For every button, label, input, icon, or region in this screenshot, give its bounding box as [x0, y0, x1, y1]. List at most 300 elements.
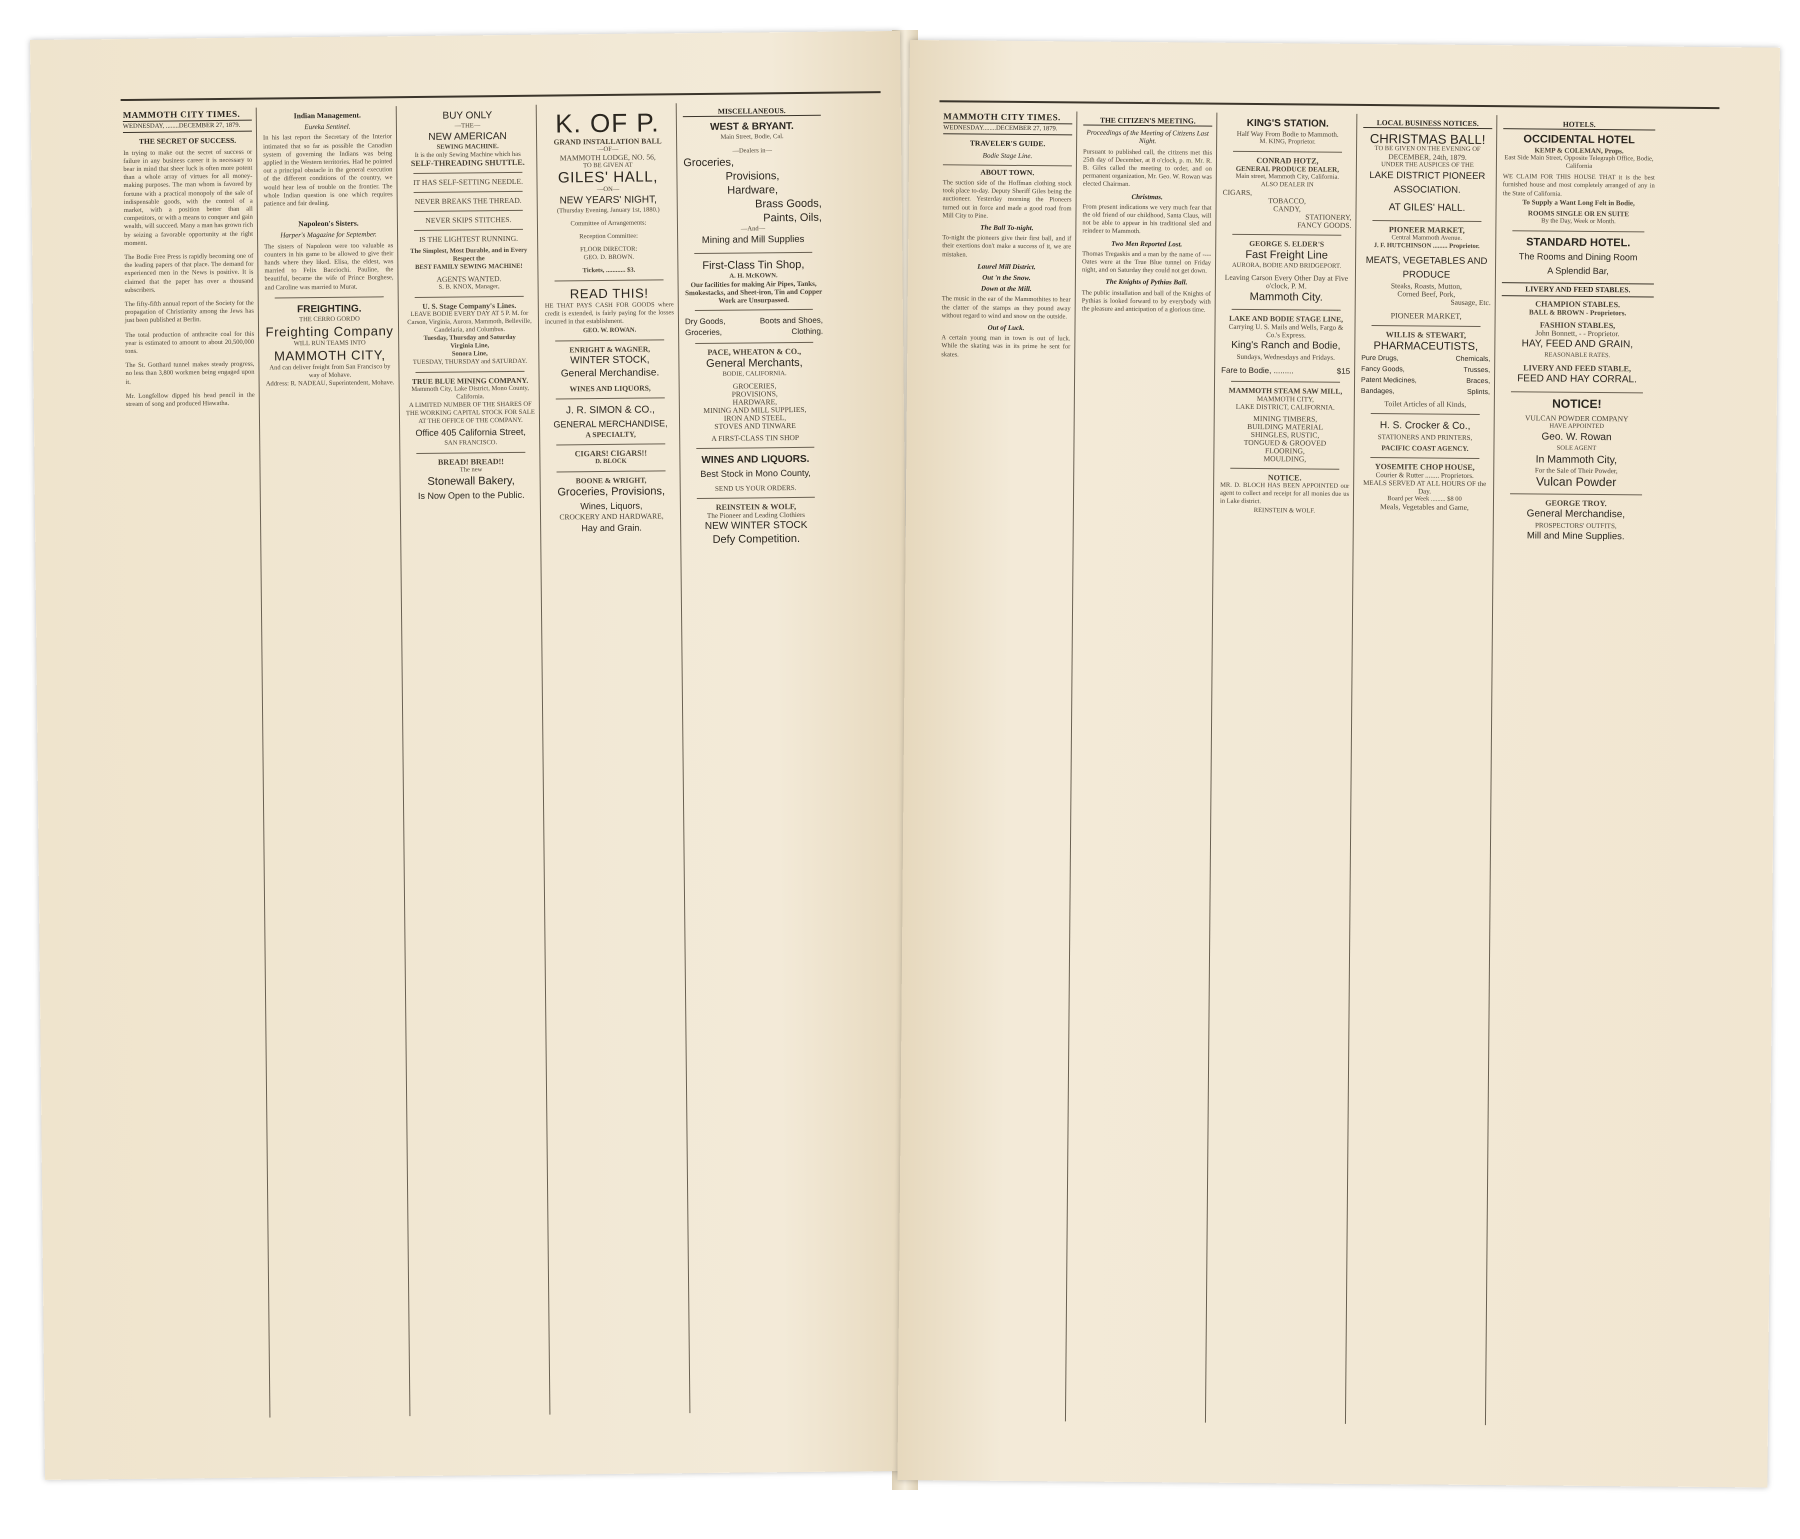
article-body: The music in the ear of the Mammothites to hear the clatter of the stamps as they pound away without regard to wind and snow on the outside.: [941, 295, 1071, 321]
ad-text: Corned Beef, Pork,: [1397, 289, 1456, 299]
left-newspaper-page: [30, 31, 915, 1480]
divider: [695, 342, 813, 344]
ad-text: Hay and Grain.: [581, 522, 642, 533]
ad-text: REASONABLE RATES.: [1544, 351, 1611, 360]
divider: [697, 497, 815, 499]
ad-title: NOTICE.: [1267, 473, 1302, 483]
divider: [557, 470, 666, 472]
top-rule: [939, 100, 1719, 109]
ad-title: GILES' HALL,: [557, 168, 659, 187]
ad-text: Provisions,: [725, 170, 780, 183]
ad-text: MEALS SERVED AT ALL HOURS OF the Day.: [1363, 479, 1487, 496]
ad-text: For the Sale of Their Powder,: [1534, 466, 1618, 476]
byline: Proceedings of the Meeting of Citizens Last Night.: [1086, 128, 1209, 146]
ad-text: Reception Committee:: [579, 232, 638, 241]
stables-ad: [1501, 300, 1654, 387]
ad-title: CONRAD HOTZ,: [1256, 156, 1319, 166]
divider: [413, 172, 522, 174]
notice-ad: [1220, 474, 1349, 516]
ad-text: PHARMACEUTISTS,: [1373, 340, 1479, 354]
ad-text: A SPECIALTY,: [585, 429, 636, 439]
ad-text: Steaks, Roasts, Mutton,: [1390, 281, 1462, 292]
ad-title: WEST & BRYANT.: [710, 121, 794, 134]
ad-text: East Side Main Street, Opposite Telegraph Office, Bodie, California: [1504, 154, 1654, 171]
ad-text: M. KING, Proprietor.: [1259, 138, 1316, 146]
column-citizens-meeting: [1068, 111, 1217, 1422]
ad-text: Wines, Liquors,: [580, 500, 643, 511]
ad-text: Splints,: [1466, 389, 1490, 397]
ad-text: Hardware,: [727, 184, 779, 197]
ad-text: BEST FAMILY SEWING MACHINE!: [415, 262, 523, 271]
ad-title: FASHION STABLES,: [1539, 320, 1616, 331]
ad-title: U. S. Stage Company's Lines.: [422, 300, 517, 311]
ad-text: WE CLAIM FOR THIS HOUSE THAT it is the best furnished house and most completely arranged of any in the State of California.: [1502, 173, 1655, 198]
article-body: In trying to make out the secret of success or failure in any business career it is necessary to bear in mind that sheer luck is often more potent than a whole array of virtues for all money-making purposes. The man whom is favored by fortune with a practical monopoly of the sale of indispensable goods, with the control of a market, with a position better than all competitors, or with a means to conquer and gain wealth, will succeed. Many a man has grown rich by seizing a favorable opportunity at the right moment.: [123, 148, 254, 247]
ad-text: STATIONERS AND PRINTERS,: [1377, 433, 1473, 443]
section-header: MISCELLANEOUS.: [683, 107, 821, 118]
ad-text: MAMMOTH LODGE, NO. 56,: [559, 152, 656, 163]
ad-title: BREAD! BREAD!!: [437, 457, 504, 467]
article-body: The sisters of Napoleon were too valuable as counters in his game to be allowed to give their hands where they liked. Elisa, the eldest, was married to Felix Bacciochi. Pauline, the beautiful, became the wife of Prince Borghese, and Caroline was married to Murat.: [264, 241, 394, 292]
headline: Indian Management.: [293, 110, 361, 121]
divider: [1231, 381, 1340, 383]
ad-text: King's Ranch and Bodie,: [1231, 339, 1341, 352]
headline: Napoleon's Sisters.: [298, 218, 359, 229]
ad-text: Leaving Carson Every Other Day at Five o'clock, P. M.: [1224, 272, 1349, 291]
ad-text: By the Day, Week or Month.: [1541, 217, 1616, 225]
ad-title: PIONEER MARKET,: [1388, 225, 1465, 236]
ad-title: KING'S STATION.: [1246, 117, 1329, 130]
ad-text: —OF—: [596, 145, 619, 154]
ad-row: [685, 326, 823, 338]
ad-text: Toilet Articles of all Kinds,: [1384, 399, 1467, 410]
ad-text: It is the only Sewing Machine which has: [414, 150, 521, 159]
ad-text: MINING AND MILL SUPPLIES,: [703, 405, 807, 416]
sewing-machine-ad: [403, 109, 534, 292]
ad-text: IS THE LIGHTEST RUNNING.: [419, 233, 519, 244]
ad-row: [1221, 365, 1350, 377]
ad-text: Groceries, Provisions,: [557, 484, 666, 499]
ad-title: WINES AND LIQUORS.: [701, 454, 810, 467]
ad-text: AGENTS WANTED.: [436, 274, 502, 284]
ad-text: $15: [1336, 366, 1351, 376]
ad-text: Tickets, ............ $3.: [582, 266, 636, 275]
ad-title: CHAMPION STABLES.: [1535, 299, 1621, 310]
divider: [415, 296, 524, 298]
ad-text: LAKE DISTRICT, CALIFORNIA.: [1235, 402, 1335, 412]
ad-title: J. R. SIMON & CO.,: [565, 404, 655, 417]
mining-company-ad: [406, 377, 536, 448]
divider: [414, 229, 523, 231]
column-local-news: [928, 110, 1077, 1421]
ad-text: CANDY,: [1273, 204, 1301, 214]
divider: [416, 452, 525, 454]
ad-text: Main street, Mammoth City, California.: [1235, 172, 1340, 181]
ad-text: AURORA, BODIE AND BRIDGEPORT.: [1231, 261, 1342, 270]
ad-text: And can deliver freight from San Francisco by way of Mohave.: [269, 363, 391, 379]
article-body: The St. Gotthard tunnel makes steady progress, no less than 3,800 workmen being engaged upon it.: [125, 360, 255, 386]
standard-hotel-ad: [1502, 236, 1654, 278]
ad-title: ENRIGHT & WAGNER,: [569, 344, 651, 354]
ad-text: MINING TIMBERS,: [1253, 414, 1318, 424]
ad-text: (Thursday Evening, January 1st, 1880.): [556, 206, 660, 215]
article-body: A certain young man in town is out of luck. While the skating was in its prime he sent for skates.: [941, 334, 1071, 359]
ad-text: DECEMBER, 24th, 1879.: [1388, 152, 1467, 163]
ad-text: Stonewall Bakery,: [427, 474, 515, 488]
dateline: WEDNESDAY........DECEMBER 27, 1879.: [943, 122, 1072, 135]
ad-text: PROSPECTORS' OUTFITS,: [1534, 521, 1617, 531]
simon-ad: [546, 403, 675, 439]
ad-title: Freighting Company: [265, 323, 394, 340]
ad-text: Vulcan Powder: [1535, 474, 1617, 490]
ad-text: MEATS, VEGETABLES AND PRODUCE: [1365, 255, 1488, 281]
ad-text: CIGARS,: [1222, 187, 1253, 197]
top-rule: [121, 91, 881, 101]
ad-title: GEORGE TROY.: [1545, 498, 1607, 509]
divider: [1510, 493, 1642, 495]
ad-text: To Supply a Want Long Felt in Bodie,: [1522, 198, 1635, 208]
ad-text: PACIFIC COAST AGENCY.: [1381, 444, 1469, 454]
ad-text: Mammoth City.: [1249, 290, 1323, 304]
ad-text: A. H. McKOWN.: [729, 272, 778, 280]
column-ads-kp: [539, 103, 691, 1414]
ad-text: Bandages,: [1360, 388, 1395, 396]
ad-text: Mill and Mine Supplies.: [1526, 530, 1625, 543]
ad-text: SHINGLES, RUSTIC,: [1250, 429, 1320, 440]
ad-text: Central Mammoth Avenue.: [1391, 234, 1463, 243]
ad-text: BUY ONLY: [442, 110, 493, 122]
ad-text: Address: R. NADEAU, Superintendent, Mohave.: [265, 379, 395, 388]
ad-text: ALSO DEALER IN: [1260, 181, 1314, 189]
column-ads-kings: [1208, 113, 1357, 1424]
ad-text: WINES AND LIQUORS,: [569, 383, 651, 393]
ad-text: Fast Freight Line: [1245, 248, 1328, 262]
ad-text: SEND US YOUR ORDERS.: [714, 484, 797, 494]
stage-lines-ad: [405, 302, 535, 367]
ad-text: NEVER SKIPS STITCHES.: [425, 214, 512, 225]
ad-text: Brass Goods,: [755, 197, 822, 211]
ad-title: WINTER STOCK,: [570, 354, 650, 366]
ad-text: HAVE APPOINTED: [1549, 422, 1604, 431]
ad-text: TUESDAY, THURSDAY and SATURDAY.: [412, 357, 527, 367]
ad-text: Our facilities for making Air Pipes, Tanks, Smokestacks, and Sheet-iron, Tin and Copper Work are Unsurpassed.: [685, 279, 823, 306]
ad-text: Geo. W. Rowan: [1541, 431, 1612, 444]
dateline: WEDNESDAY, ........DECEMBER 27, 1879.: [123, 120, 252, 134]
ad-text: PIONEER MARKET,: [1390, 311, 1462, 322]
ad-text: Braces,: [1466, 378, 1491, 386]
ad-title: LAKE AND BODIE STAGE LINE,: [1229, 313, 1344, 324]
ad-text: Fancy Goods,: [1361, 366, 1405, 374]
ad-text: In Mammoth City,: [1535, 453, 1618, 467]
ad-text: GENERAL PRODUCE DEALER,: [1235, 164, 1340, 174]
divider: [1370, 457, 1479, 459]
article-body: To-night the pioneers give their first ball, and if their exertions don't make a success of it, we are mistaken.: [942, 234, 1072, 259]
chop-house-ad: [1360, 463, 1489, 512]
article-body: Pursuant to published call, the citizens met this 25th day of December, at 8 o'clock, p. m. Mr. R. B. Giles called the meeting to order, and on permanent organization, Mr. Geo. W. Rowan was elected Chairman.: [1082, 148, 1213, 189]
hotz-ad: [1222, 157, 1352, 230]
ad-text: TOBACCO,: [1268, 196, 1306, 206]
divider: [1233, 151, 1342, 153]
masthead: MAMMOTH CITY TIMES.: [943, 111, 1061, 123]
troy-ad: [1500, 499, 1652, 544]
divider: [696, 447, 814, 449]
ad-title: NEW YEARS' NIGHT,: [559, 194, 657, 207]
pioneer-market-ad: [1362, 226, 1492, 321]
section-header: LIVERY AND FEED STABLES.: [1502, 282, 1654, 298]
ad-text: GRAND INSTALLATION BALL: [553, 136, 662, 147]
reinstein-ad: [687, 503, 825, 547]
ad-text: Chemicals,: [1455, 355, 1491, 364]
ad-text: J. F. HUTCHINSON ......... Proprietor.: [1373, 242, 1480, 251]
ad-text: S. B. KNOX, Manager,: [438, 283, 500, 291]
ad-text: Sonora Line,: [451, 350, 488, 358]
ad-title: TRUE BLUE MINING COMPANY.: [411, 375, 529, 387]
tin-shop-ad: [684, 258, 822, 305]
ad-text: Courier & Rutter ........ Proprietors.: [1375, 471, 1474, 481]
ad-title: First-Class Tin Shop,: [702, 259, 805, 273]
ad-text: PROVISIONS,: [731, 389, 778, 399]
divider: [1232, 234, 1341, 236]
column-miscellaneous: [679, 102, 839, 1413]
article-body: The total production of anthracite coal for this year is estimated to amount to about 20,500,000 tons.: [125, 330, 255, 356]
ad-title: READ THIS!: [569, 285, 649, 302]
article-body: From present indications we very much fear that the old friend of our childhood, Santa Claus, will not be able to appear in his traditional sled and reindeer to Mammoth.: [1082, 203, 1212, 236]
ad-text: General Merchants,: [706, 357, 803, 371]
occidental-hotel-ad: [1502, 133, 1655, 226]
ad-text: Trusses,: [1463, 367, 1491, 375]
ad-title: REINSTEIN & WOLF,: [715, 502, 797, 513]
ad-title: YOSEMITE CHOP HOUSE,: [1374, 462, 1475, 473]
ad-text: Sundays, Wednesdays and Fridays.: [1236, 352, 1335, 362]
ad-text: Sausage, Etc.: [1450, 297, 1491, 308]
divider: [694, 252, 812, 254]
headline: ABOUT TOWN.: [943, 164, 1072, 177]
ad-text: Groceries,: [683, 156, 735, 170]
headline: Out 'n the Snow.: [982, 273, 1031, 283]
divider: [1230, 468, 1339, 470]
headline: Out of Luck.: [987, 323, 1025, 333]
ad-text: Is Now Open to the Public.: [417, 489, 525, 501]
ad-text: MAMMOTH CITY,: [1256, 395, 1314, 404]
article-body: The public installation and ball of the Knights of Pythias is looked forward to by everybody with the pleasure and anticipation of a glorious time.: [1081, 289, 1211, 314]
boone-ad: [547, 476, 677, 535]
divider: [556, 397, 665, 399]
ad-text: BUILDING MATERIAL: [1247, 421, 1324, 432]
divider: [414, 191, 523, 193]
ad-text: GEO. D. BROWN.: [583, 253, 635, 262]
ad-title: CHRISTMAS BALL!: [1369, 131, 1486, 148]
ad-text: FEED AND HAY CORRAL.: [1517, 373, 1637, 386]
ad-text: Office 405 California Street,: [415, 426, 526, 438]
christmas-ball-ad: [1362, 132, 1492, 216]
ad-text: Pure Drugs,: [1361, 355, 1399, 363]
cigars-ad: [546, 449, 675, 466]
dry-goods-ad: [685, 315, 823, 338]
ad-text: The Simplest, Most Durable, and in Every Respect the: [410, 246, 528, 263]
ad-text: STATIONERY,: [1305, 212, 1352, 222]
divider: [555, 339, 664, 341]
section-header: LOCAL BUSINESS NOTICES.: [1363, 119, 1492, 129]
ad-text: HAY, FEED AND GRAIN,: [1521, 338, 1634, 351]
ad-title: MAMMOTH CITY,: [273, 347, 386, 364]
kings-station-ad: [1223, 117, 1352, 147]
headline: THE SECRET OF SUCCESS.: [138, 136, 237, 147]
saw-mill-ad: [1220, 387, 1350, 464]
headline: TRAVELER'S GUIDE.: [969, 138, 1046, 149]
ad-text: Tuesday, Thursday and Saturday: [423, 333, 516, 342]
read-this-ad: [545, 285, 675, 335]
bakery-ad: [406, 458, 535, 503]
stage-line-ad: [1221, 315, 1351, 377]
headline: Laurel Mill District.: [977, 262, 1036, 271]
ad-text: SELF-THREADING SHUTTLE.: [410, 157, 525, 169]
ad-text: Meals, Vegetables and Game,: [1379, 502, 1469, 513]
article-body: The fifty-fifth annual report of the Society for the propagation of Christianity among the Jews has just been published at Berlin.: [124, 299, 254, 325]
freight-ad: [265, 302, 395, 388]
ad-text: Main Street, Bodie, Cal.: [720, 133, 784, 141]
column-ads-sewing: [399, 105, 551, 1416]
ad-text: LEAVE BODIE EVERY DAY AT 5 P. M. for Carson, Virginia, Aurora, Mammoth, Belleville, Candelaria, and Columbus.: [407, 309, 532, 334]
ad-text: The Pioneer and Leading Clothiers: [706, 511, 806, 521]
ad-text: SEWING MACHINE.: [436, 143, 499, 151]
ad-text: GROCERIES,: [732, 381, 777, 391]
ad-text: GENERAL MERCHANDISE,: [553, 417, 668, 430]
divider: [415, 371, 524, 373]
ad-title: WILLIS & STEWART,: [1385, 330, 1467, 341]
headline: Christmas.: [1131, 192, 1163, 201]
ad-text: IRON AND STEEL,: [723, 413, 787, 423]
headline: The Knights of Pythias Ball.: [1105, 278, 1188, 287]
ad-text: MR. D. BLOCH HAS BEEN APPOINTED our agent to collect and receipt for all monies due us in Lake district.: [1219, 481, 1350, 506]
column-editorial: [119, 108, 271, 1419]
ad-text: CROCKERY AND HARDWARE,: [559, 511, 664, 522]
ad-text: Groceries,: [685, 327, 723, 338]
column-local-business: [1348, 114, 1497, 1425]
ad-text: Paints, Oils,: [763, 211, 822, 225]
ad-text: REINSTEIN & WOLF.: [1253, 506, 1316, 515]
ad-text: —THE—: [454, 122, 481, 130]
ad-text: The new: [459, 466, 483, 474]
ad-text: BALL & BROWN - Proprietors.: [1528, 308, 1627, 318]
ad-text: SAN FRANCISCO.: [444, 439, 498, 447]
ad-title: GEORGE S. ELDER'S: [1249, 238, 1325, 249]
wines-ad: [686, 453, 824, 493]
ad-text: LAKE DISTRICT PIONEER ASSOCIATION.: [1369, 170, 1486, 197]
ad-text: Board per Week ......... $8 00: [1387, 495, 1462, 504]
ad-text: Clothing.: [791, 326, 824, 337]
ad-text: UNDER THE AUSPICES OF THE: [1381, 161, 1474, 170]
divider: [555, 279, 664, 281]
ad-text: AT GILES' HALL.: [1388, 202, 1466, 215]
ad-title: K. OF P.: [555, 107, 660, 139]
ad-text: Patent Medicines,: [1361, 377, 1417, 385]
divider: [1371, 413, 1480, 415]
section-header: HOTELS.: [1503, 120, 1655, 131]
article-body: The suction side of the Hoffman clothing stock took place to-day. Deputy Sheriff Giles being the auctioneer. Yesterday morning the Pioneers turned out in force and made a good road from Mill City to Pine.: [942, 179, 1072, 220]
article-body: Mr. Longfellow dipped his head pencil in the stream of song and produced Hiawatha.: [125, 391, 255, 409]
ad-text: NEVER BREAKS THE THREAD.: [414, 195, 522, 206]
ad-title: NEW AMERICAN: [428, 131, 507, 143]
ad-text: FANCY GOODS.: [1297, 220, 1352, 230]
ad-text: D. BLOCK: [595, 457, 627, 465]
ad-text: HE THAT PAYS CASH FOR GOODS where credit is extended, is fairly paying for the losses incurred in that establishment.: [544, 301, 674, 327]
ad-text: A Splendid Bar,: [1547, 265, 1609, 276]
enright-ad: [545, 345, 674, 393]
ad-row: [1361, 386, 1490, 398]
ad-title: LIVERY AND FEED STABLE,: [1523, 363, 1632, 374]
ad-text: A LIMITED NUMBER OF THE SHARES OF THE WORKING CAPITAL STOCK FOR SALE AT THE OFFICE OF THE COMPANY.: [405, 400, 535, 425]
ad-text: A FIRST-CLASS TIN SHOP: [711, 433, 800, 444]
ad-text: Half Way From Bodie to Mammoth.: [1236, 129, 1339, 139]
ad-text: Mining and Mill Supplies: [701, 234, 805, 247]
ad-title: OCCIDENTAL HOTEL: [1523, 133, 1635, 147]
ad-text: Committee of Arrangements:: [570, 219, 647, 228]
ad-text: WILL RUN TEAMS INTO: [293, 339, 366, 348]
vulcan-powder-ad: [1500, 397, 1653, 489]
divider: [1511, 391, 1643, 393]
ad-title: NEW WINTER STOCK: [704, 520, 808, 533]
ad-title: PACE, WHEATON & CO.,: [707, 347, 802, 358]
byline: Eureka Sentinel.: [304, 122, 351, 132]
divider: [695, 309, 813, 311]
ad-text: John Bonnett, - - Proprietor.: [1535, 328, 1620, 339]
kp-ball-ad: [543, 107, 674, 275]
ad-text: Defy Competition.: [712, 533, 801, 547]
ad-text: TONGUED & GROOVED: [1243, 437, 1327, 448]
ad-text: Virginia Line,: [450, 342, 490, 350]
west-bryant-ad: [683, 120, 822, 248]
ad-title: FREIGHTING.: [297, 303, 362, 316]
divider: [1512, 230, 1644, 232]
ad-text: TO BE GIVEN AT: [583, 161, 633, 170]
headline: Two Men Reported Lost.: [1111, 239, 1183, 249]
ad-text: FLOORING,: [1264, 446, 1305, 456]
ad-text: HARDWARE,: [732, 397, 778, 407]
masthead: MAMMOTH CITY TIMES.: [122, 108, 241, 121]
divider: [1372, 220, 1481, 222]
ad-text: KEMP & COLEMAN, Props.: [1534, 146, 1624, 156]
headline: Down at the Mill.: [980, 284, 1032, 294]
ad-text: —And—: [740, 225, 766, 233]
divider: [1232, 309, 1341, 311]
ad-text: General Merchandise.: [560, 367, 660, 380]
article-body: In his last report the Secretary of the Interior intimated that so far as possible the Canadian system of governing the Indians was being applied in the Western territories. Had he pointed out a principal obstacle in the general execution of the different conditions of the country, we would hear less of trouble on the frontier. The whole Indian question is one which requires patience and fair dealing.: [263, 133, 393, 208]
ad-title: STANDARD HOTEL.: [1526, 236, 1631, 250]
ad-text: Carrying U. S. Mails and Wells, Fargo & Co.'s Express.: [1228, 322, 1344, 340]
ad-text: IT HAS SELF-SETTING NEEDLE.: [413, 176, 523, 187]
ad-text: —ON—: [596, 185, 620, 194]
ad-title: CIGARS! CIGARS!!: [574, 448, 648, 458]
ad-text: Boots and Shoes,: [759, 315, 824, 326]
ad-text: TO BE GIVEN ON THE EVENING OF: [1374, 145, 1481, 154]
divider: [1372, 325, 1481, 327]
ad-title: NOTICE!: [1552, 396, 1602, 412]
byline: Harper's Magazine for September.: [280, 230, 377, 240]
crocker-ad: [1360, 419, 1489, 453]
headline: The Ball To-night.: [980, 223, 1034, 233]
pace-wheaton-ad: [685, 348, 824, 443]
ad-text: BODIE, CALIFORNIA.: [722, 370, 787, 378]
ad-text: FLOOR DIRECTOR:: [580, 245, 638, 254]
ad-title: H. S. Crocker & Co.,: [1379, 420, 1471, 433]
column-articles: [259, 106, 411, 1417]
ad-text: Fare to Bodie, .........: [1221, 365, 1294, 376]
divider: [556, 443, 665, 445]
ad-text: VULCAN POWDER COMPANY: [1524, 413, 1629, 424]
article-body: The Bodie Free Press is rapidly becoming one of the leading papers of that place. The demand for experienced men in the News is positive. It is claimed that the paper has over a thousand subscribers.: [124, 252, 254, 294]
ad-text: Best Stock in Mono County,: [700, 468, 811, 480]
ad-text: Dry Goods,: [684, 316, 726, 327]
